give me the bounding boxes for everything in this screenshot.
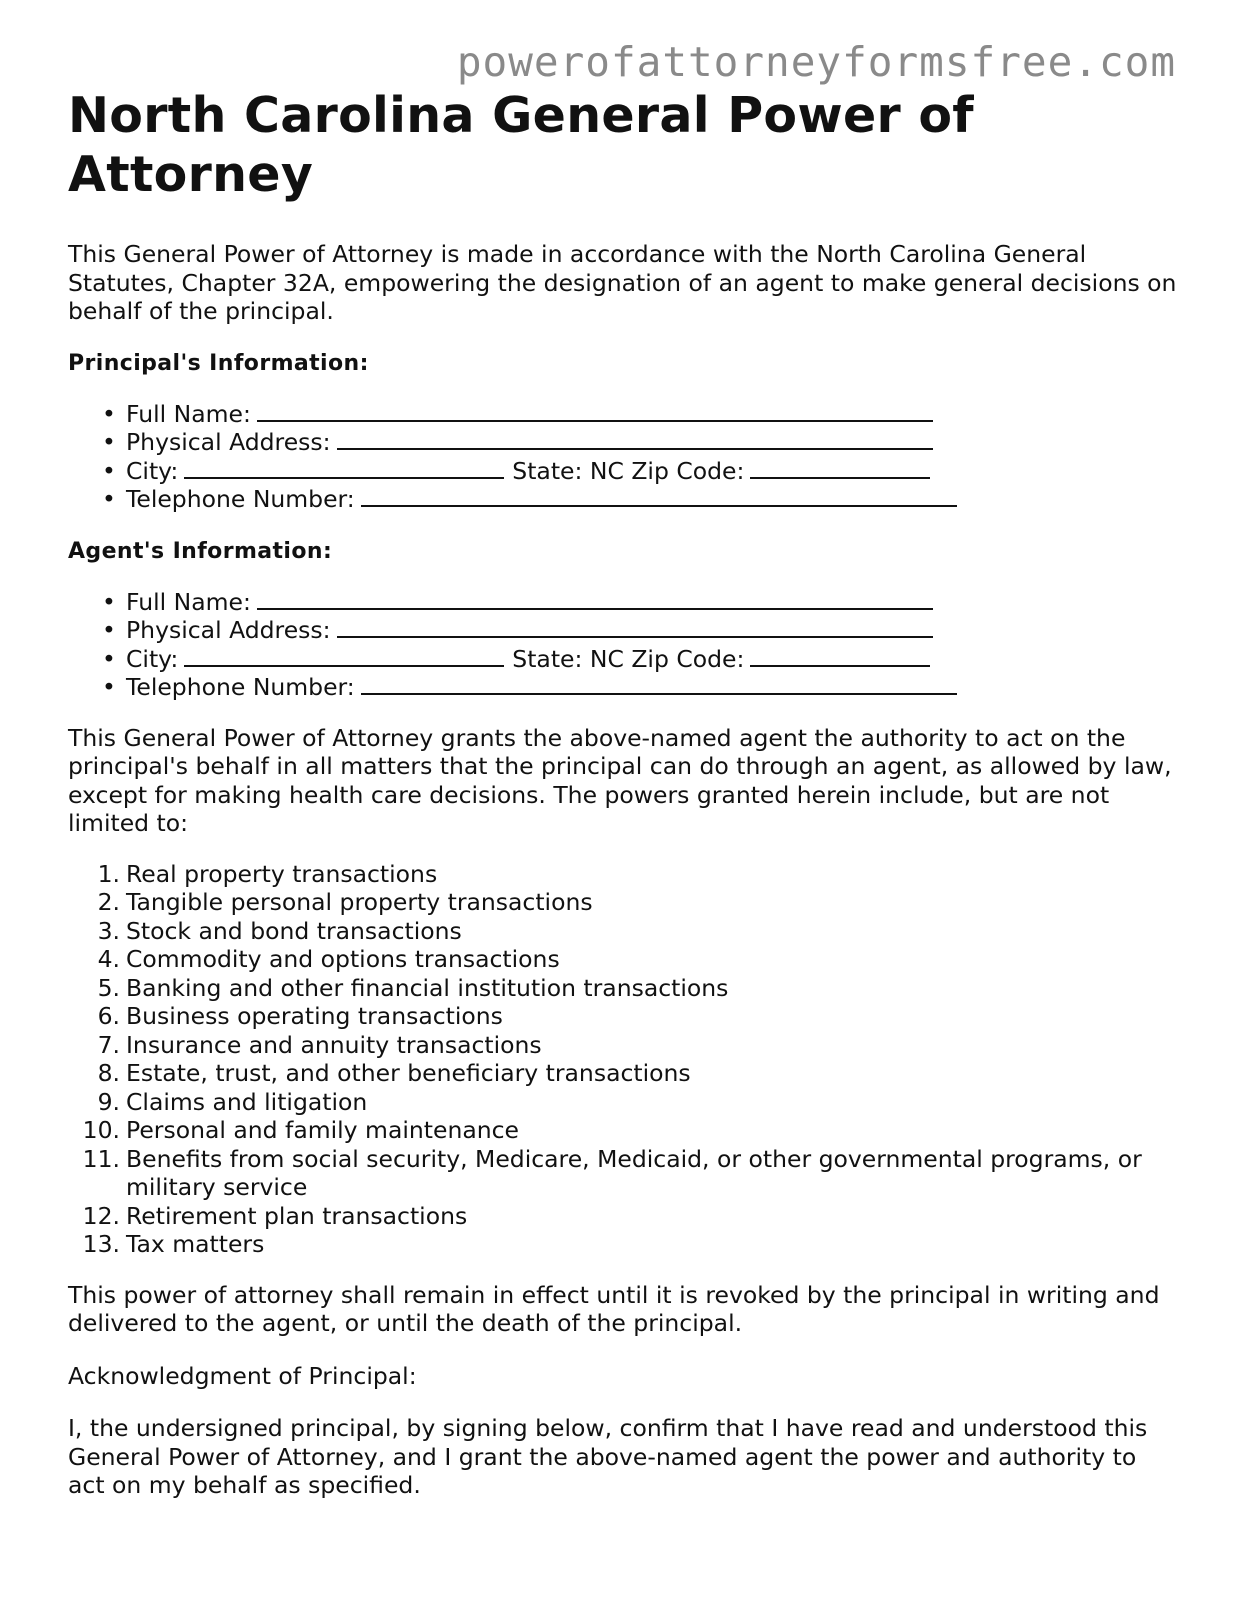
list-text: Insurance and annuity transactions [126,1030,542,1059]
list-text: Real property transactions [126,859,438,888]
bullet-icon: • [102,587,116,616]
agent-city-blank[interactable] [184,645,504,667]
agent-address-blank[interactable] [337,616,933,638]
list-text: Estate, trust, and other beneficiary transactions [126,1059,691,1087]
list-item [68,917,1178,946]
field-label: State: NC Zip Code: [512,456,745,485]
list-number: 6. [97,1002,120,1030]
list-item [68,1145,1178,1202]
list-text: Benefits from social security, Medicare, Medicaid, or other governmental programs, or military service [126,1144,1142,1201]
list-number: 11. [82,1144,120,1173]
list-text: Personal and family maintenance [126,1116,520,1144]
list-number: 7. [97,1030,120,1059]
bullet-icon: • [102,485,116,513]
list-number: 3. [97,916,120,945]
list-number: 2. [97,888,120,916]
agent-telephone-field [68,673,1178,702]
list-text: Banking and other financial institution transactions [126,973,729,1002]
list-text: Tangible personal property transactions [126,888,593,916]
bullet-icon: • [102,616,116,644]
field-label: City: [126,456,179,485]
list-text: Claims and litigation [126,1087,368,1116]
document-page [68,86,1178,1500]
principal-zip-blank[interactable] [750,457,930,479]
list-item [68,1059,1178,1088]
list-item [68,1031,1178,1060]
list-number: 9. [97,1087,120,1116]
list-item [68,888,1178,917]
agent-telephone-blank[interactable] [361,673,957,695]
principal-telephone-blank[interactable] [361,485,957,507]
agent-full-name-blank[interactable] [257,588,933,610]
bullet-icon: • [102,428,116,456]
list-item [68,1088,1178,1117]
list-item [68,1202,1178,1231]
principal-full-name-field [68,400,1178,429]
principal-full-name-blank[interactable] [257,400,933,422]
bullet-icon: • [102,644,116,673]
bullet-icon: • [102,456,116,485]
list-number: 8. [97,1059,120,1087]
field-label: Full Name: [126,587,251,616]
bullet-icon: • [102,673,116,701]
principal-info-heading: Principal's Information: [68,350,369,376]
field-label: State: NC Zip Code: [512,644,745,673]
field-label: Physical Address: [126,616,331,644]
principal-city-field [68,457,1178,486]
agent-fields [68,588,1178,702]
field-label: Full Name: [126,399,251,428]
agent-zip-blank[interactable] [750,645,930,667]
list-number: 13. [82,1230,120,1258]
list-number: 1. [97,859,120,888]
field-label: Physical Address: [126,428,331,456]
grant-paragraph: This General Power of Attorney grants the above-named agent the authority to act on the principal's behalf in all matters that the principal can do through an agent, as allowed by law, except for making health care decisions. The powers granted herein include, but are not limited to: [68,723,1172,837]
agent-address-field [68,616,1178,645]
effect-paragraph: This power of attorney shall remain in effect until it is revoked by the principal in writing and delivered to the agent, or until the death of the principal. [68,1280,1160,1337]
list-number: 12. [82,1201,120,1230]
agent-full-name-field [68,588,1178,617]
principal-address-field [68,428,1178,457]
bullet-icon: • [102,399,116,428]
field-label: Telephone Number: [126,485,355,513]
acknowledgment-label: Acknowledgment of Principal: [68,1361,417,1390]
principal-telephone-field [68,485,1178,514]
principal-fields [68,400,1178,514]
powers-list [68,860,1178,1259]
site-watermark: powerofattorneyformsfree.com [456,38,1176,86]
list-text: Retirement plan transactions [126,1201,468,1230]
list-text: Commodity and options transactions [126,945,560,973]
list-text: Tax matters [126,1230,265,1258]
field-label: Telephone Number: [126,673,355,701]
list-item [68,974,1178,1003]
list-text: Business operating transactions [126,1002,503,1030]
list-item [68,860,1178,889]
field-label: City: [126,644,179,673]
principal-address-blank[interactable] [337,428,933,450]
list-number: 5. [97,973,120,1002]
list-number: 4. [97,945,120,973]
principal-city-blank[interactable] [184,457,504,479]
list-text: Stock and bond transactions [126,916,462,945]
agent-info-heading: Agent's Information: [68,538,333,564]
list-number: 10. [82,1116,120,1144]
intro-paragraph: This General Power of Attorney is made in accordance with the North Carolina General Statutes, Chapter 32A, empowering the designation of an agent to make general decisions on behalf of the principal. [68,240,1177,325]
list-item [68,945,1178,974]
list-item [68,1116,1178,1145]
list-item [68,1230,1178,1259]
document-title: North Carolina General Power of Attorney [68,87,974,203]
agent-city-field [68,645,1178,674]
acknowledgment-paragraph: I, the undersigned principal, by signing below, confirm that I have read and understood this General Power of Attorney, and I grant the above-named agent the power and authority to act on my behalf as specified. [68,1414,1148,1499]
list-item [68,1002,1178,1031]
